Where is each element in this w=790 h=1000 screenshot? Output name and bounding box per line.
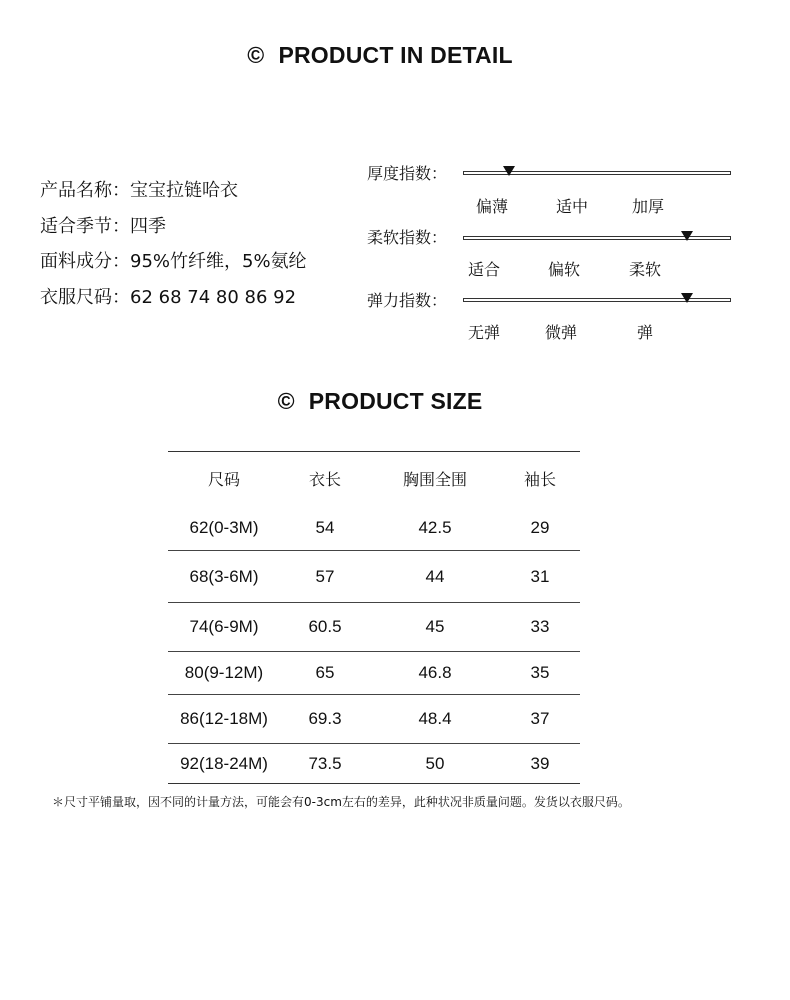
cell-sleeve: 33 <box>500 603 580 652</box>
index-label: 厚度指数： <box>367 164 448 183</box>
column-header-length: 衣长 <box>308 470 341 489</box>
product-info <box>40 176 307 318</box>
column-header-sleeve: 袖长 <box>523 470 556 489</box>
index-option: 加厚 <box>632 197 665 216</box>
cell-size: 68(3-6M) <box>168 551 280 603</box>
cell-sleeve: 35 <box>500 652 580 695</box>
column-header-chest: 胸围全围 <box>402 470 467 489</box>
index-option: 适中 <box>556 197 589 216</box>
cell-size: 92(18-24M) <box>168 744 280 784</box>
table-row <box>168 695 580 744</box>
measurement-note: ＊尺寸平铺量取，因不同的计量方法，可能会有0-3cm左右的差异，此种状况非质量问题。发货以衣服尺码。 <box>52 795 630 809</box>
info-season: 适合季节：四季 <box>40 215 166 237</box>
cell-length: 60.5 <box>280 603 370 652</box>
table-row <box>168 652 580 695</box>
copyright-icon: © <box>277 388 295 414</box>
column-header-size: 尺码 <box>207 470 240 489</box>
section-heading-detail <box>0 42 760 69</box>
cell-chest: 44 <box>370 551 500 603</box>
size-table <box>168 451 580 784</box>
section-heading-size <box>0 388 760 415</box>
cell-sleeve: 31 <box>500 551 580 603</box>
indicator-triangle-icon <box>681 293 693 303</box>
index-option: 弹 <box>637 323 654 342</box>
index-option: 柔软 <box>629 260 662 279</box>
cell-length: 57 <box>280 551 370 603</box>
section-title: PRODUCT IN DETAIL <box>278 42 513 68</box>
info-name: 产品名称：宝宝拉链哈衣 <box>40 180 238 201</box>
cell-size: 86(12-18M) <box>168 695 280 744</box>
copyright-icon: © <box>247 42 265 68</box>
info-sizes: 衣服尺码：62 68 74 80 86 92 <box>40 286 297 308</box>
cell-chest: 48.4 <box>370 695 500 744</box>
index-option: 偏薄 <box>476 197 509 216</box>
section-title: PRODUCT SIZE <box>308 388 483 414</box>
cell-size: 80(9-12M) <box>168 652 280 695</box>
index-scale-bar <box>463 298 731 302</box>
cell-chest: 42.5 <box>370 505 500 551</box>
cell-chest: 46.8 <box>370 652 500 695</box>
index-option: 无弹 <box>468 323 501 342</box>
cell-size: 62(0-3M) <box>168 505 280 551</box>
elasticity-index <box>367 291 747 381</box>
indicator-triangle-icon <box>681 231 693 241</box>
info-fabric: 面料成分：95%竹纤维，5%氨纶 <box>40 251 307 272</box>
cell-length: 54 <box>280 505 370 551</box>
cell-size: 74(6-9M) <box>168 603 280 652</box>
index-label: 柔软指数： <box>367 228 448 247</box>
index-label: 弹力指数： <box>367 291 448 310</box>
cell-chest: 50 <box>370 744 500 784</box>
cell-sleeve: 39 <box>500 744 580 784</box>
index-option: 适合 <box>468 260 501 279</box>
table-row <box>168 505 580 551</box>
table-row <box>168 551 580 603</box>
cell-sleeve: 29 <box>500 505 580 551</box>
cell-sleeve: 37 <box>500 695 580 744</box>
indicator-triangle-icon <box>503 166 515 176</box>
cell-chest: 45 <box>370 603 500 652</box>
cell-length: 73.5 <box>280 744 370 784</box>
index-option: 偏软 <box>548 260 581 279</box>
cell-length: 69.3 <box>280 695 370 744</box>
table-row <box>168 744 580 784</box>
index-scale-bar <box>463 236 731 240</box>
table-header-row <box>168 452 580 506</box>
index-scale-bar <box>463 171 731 175</box>
table-row <box>168 603 580 652</box>
index-option: 微弹 <box>545 323 578 342</box>
cell-length: 65 <box>280 652 370 695</box>
